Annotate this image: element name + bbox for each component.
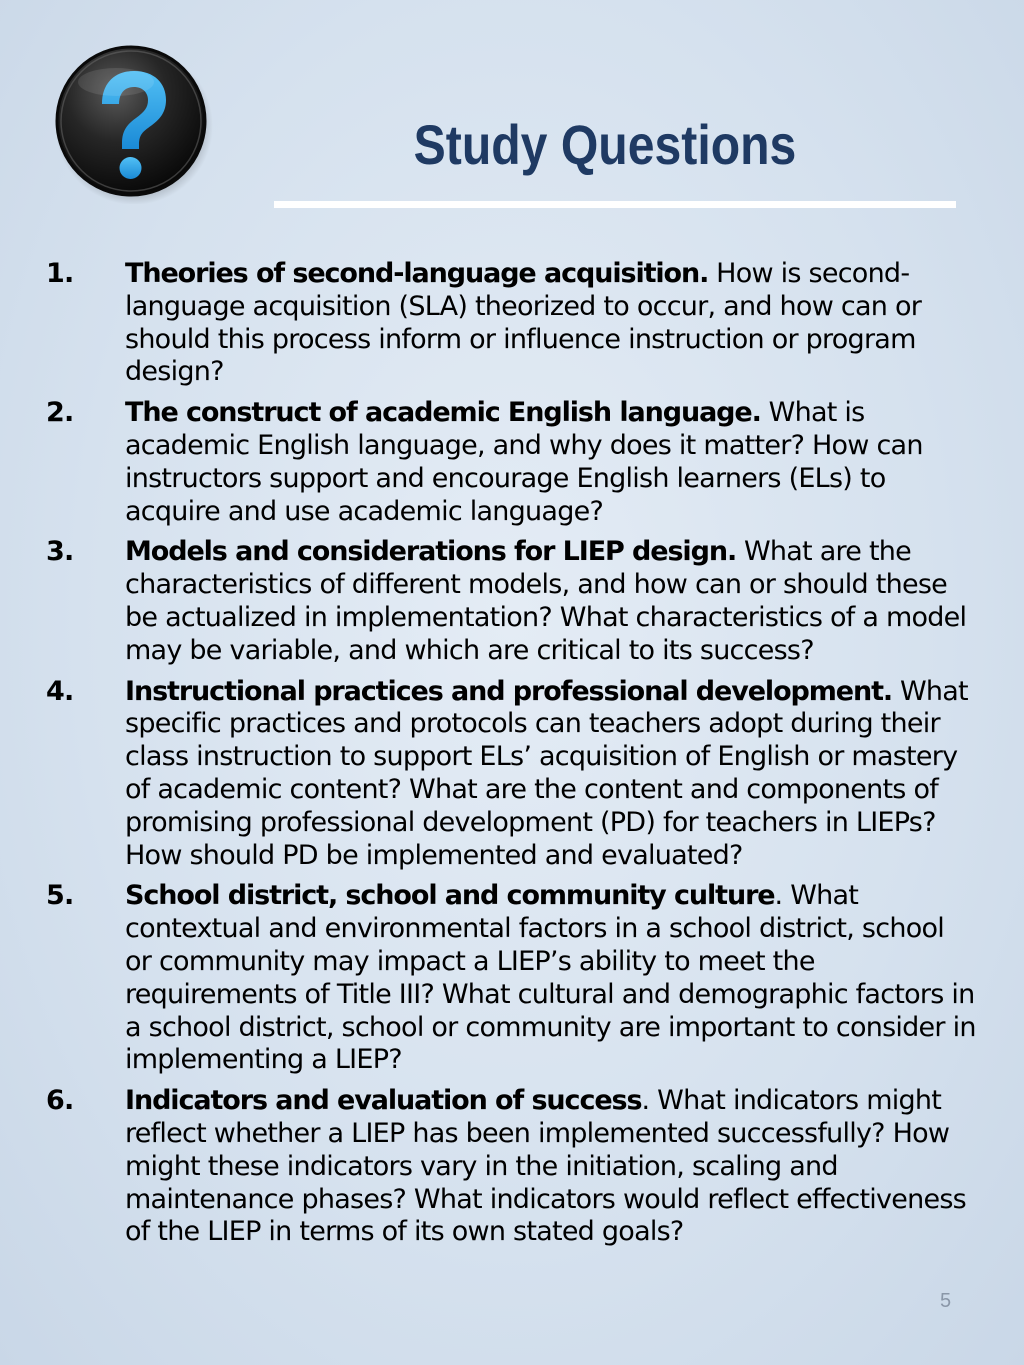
list-item: [46, 880, 976, 1077]
question-body: What indicators might reflect whether a LIEP has been implemented successfully? How might these indicators vary in the initiation, scaling and maintenance phases? What indicators would reflect effectiveness of the LIEP in terms of its own stated goals?: [125, 1085, 966, 1248]
list-item: [46, 397, 976, 528]
list-item: [46, 676, 976, 873]
list-item: [46, 1085, 976, 1249]
question-mark-icon: [52, 42, 214, 204]
list-item: [46, 536, 976, 667]
question-heading: Theories of second-language acquisition.: [125, 258, 709, 289]
question-body: What specific practices and protocols can teachers adopt during their class instruction to support ELs’ acquisition of English or mastery of academic content? What are the content and components of promising professional development (PD) for teachers in LIEPs? How should PD be implemented and evaluated?: [125, 675, 968, 871]
question-separator: [761, 397, 769, 428]
question-heading: Instructional practices and professional development.: [125, 675, 893, 707]
question-number: 6.: [46, 1085, 74, 1117]
question-separator: [708, 258, 716, 289]
list-item: [46, 258, 976, 389]
question-body: What is academic English language, and why does it matter? How can instructors support and encourage English learners (ELs) to acquire and use academic language?: [125, 397, 923, 527]
question-body: What contextual and environmental factors in a school district, school or community may impact a LIEP’s ability to meet the requirements of Title III? What cultural and demographic factors in a school district, school or community are important to consider in implementing a LIEP?: [125, 880, 976, 1076]
question-separator: .: [774, 880, 791, 912]
question-heading: School district, school and community culture: [125, 880, 775, 912]
question-body: What are the characteristics of different models, and how can or should these be actualized in implementation? What characteristics of a model may be variable, and which are critical to its success?: [125, 536, 967, 666]
title-divider: [274, 201, 956, 208]
question-separator: [736, 536, 744, 567]
question-number: 3.: [46, 536, 74, 568]
study-questions-list: [46, 258, 976, 1257]
question-heading: Indicators and evaluation of success: [125, 1085, 642, 1117]
question-body: How is second-language acquisition (SLA) theorized to occur, and how can or should this process inform or influence instruction or program design?: [125, 258, 922, 388]
slide-title: Study Questions: [413, 113, 797, 176]
question-heading: The construct of academic English language.: [125, 397, 761, 429]
question-number: 5.: [46, 880, 74, 912]
question-heading: Models and considerations for LIEP design.: [125, 536, 737, 568]
question-number: 1.: [46, 258, 74, 289]
question-separator: [892, 676, 900, 707]
question-separator: .: [641, 1085, 658, 1117]
question-number: 2.: [46, 397, 74, 429]
page-number: 5: [940, 1290, 952, 1312]
question-number: 4.: [46, 675, 74, 707]
